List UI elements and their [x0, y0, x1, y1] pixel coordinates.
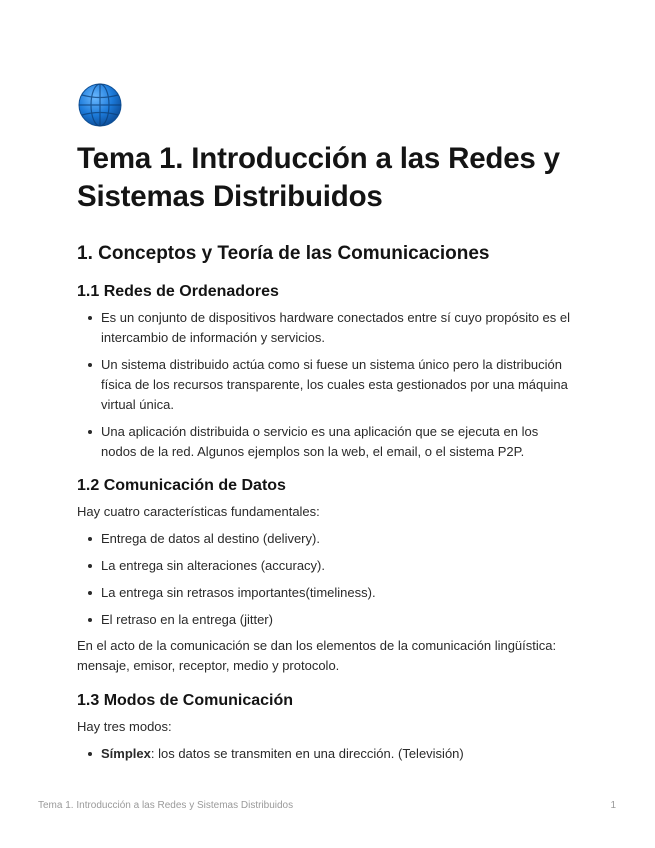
document-page: [77, 82, 577, 764]
page-number: 1: [610, 800, 616, 811]
list-item: [101, 744, 577, 764]
page-title: Tema 1. Introducción a las Redes y Sistemas Distribuidos: [77, 142, 560, 213]
globe-icon: [77, 82, 123, 128]
term-bold: Símplex: [101, 746, 151, 761]
list-item: Entrega de datos al destino (delivery).: [101, 529, 577, 549]
paragraph: En el acto de la comunicación se dan los elementos de la comunicación lingüística: mensaje, emisor, receptor, medio y protocolo.: [77, 638, 557, 673]
subsection-heading: 1.1 Redes de Ordenadores: [77, 283, 279, 300]
paragraph: Hay tres modos:: [77, 719, 172, 734]
subsection-heading: 1.2 Comunicación de Datos: [77, 477, 286, 494]
list-item: Un sistema distribuido actúa como si fuese un sistema único pero la distribución física de los recursos transparente, los cuales esta gestionados por una máquina virtual única.: [101, 355, 577, 415]
subsection-heading: 1.3 Modos de Comunicación: [77, 692, 294, 709]
list-item: El retraso en la entrega (jitter): [101, 610, 577, 630]
section-heading: 1. Conceptos y Teoría de las Comunicaciones: [77, 243, 490, 264]
bullet-list: [77, 529, 577, 630]
list-item: La entrega sin alteraciones (accuracy).: [101, 556, 577, 576]
term-description: : los datos se transmiten en una dirección. (Televisión): [150, 746, 464, 761]
list-item: Una aplicación distribuida o servicio es una aplicación que se ejecuta en los nodos de la red. Algunos ejemplos son la web, el email, o el sistema P2P.: [101, 422, 577, 462]
list-item: La entrega sin retrasos importantes(timeliness).: [101, 583, 577, 603]
paragraph: Hay cuatro características fundamentales:: [77, 504, 320, 519]
bullet-list: [77, 744, 577, 764]
footer-title: Tema 1. Introducción a las Redes y Sistemas Distribuidos: [38, 800, 294, 811]
list-item: Es un conjunto de dispositivos hardware conectados entre sí cuyo propósito es el intercambio de información y servicios.: [101, 308, 577, 348]
bullet-list: [77, 308, 577, 462]
